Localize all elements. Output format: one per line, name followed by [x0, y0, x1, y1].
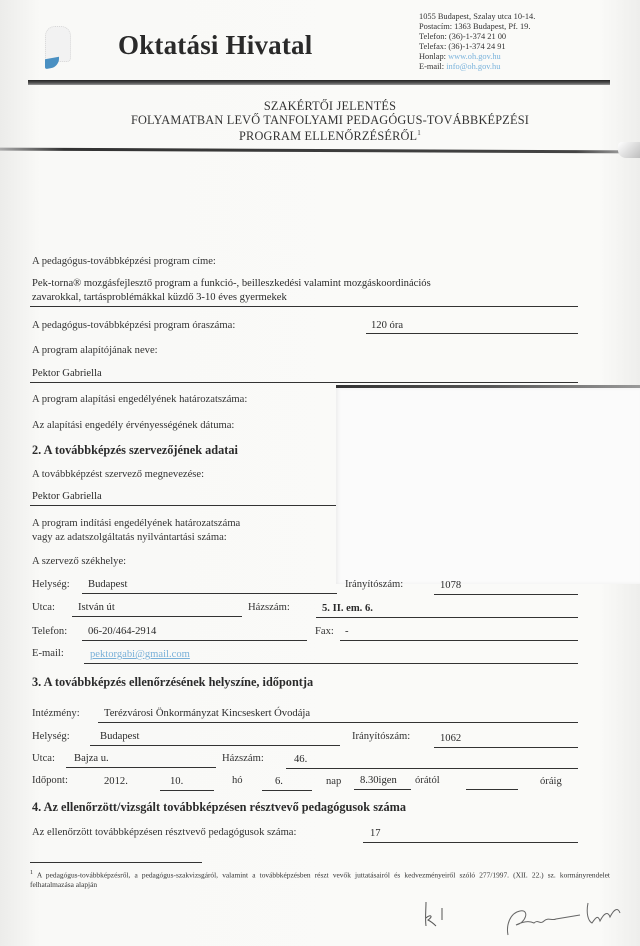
hours-underline	[366, 333, 578, 334]
org-fax-label: Fax:	[315, 626, 334, 637]
handwritten-signature-icon	[500, 895, 630, 940]
report-title-line1: SZAKÉRTŐI JELENTÉS	[263, 99, 397, 113]
from-label: órától	[415, 775, 440, 786]
contact-address: 1055 Budapest, Szalay utca 10-14.	[419, 12, 536, 21]
org-fax-value: -	[345, 626, 349, 637]
venue-zip-label: Irányítószám:	[352, 731, 411, 742]
program-title-label: A pedagógus-továbbképzési program címe:	[32, 256, 216, 267]
footnote-text: A pedagógus-továbbképzésről, a pedagógus-szakvizsgáról, valamint a továbbképzésben részt vevők juttatásairól és kedvezményeiről szóló 277/1997. (XII. 22.) sz. kormányrendelet felhatalmazása alapján	[30, 870, 610, 890]
section2-heading: 2. A továbbképzés szervezőjének adatai	[32, 443, 238, 457]
report-title-line2: FOLYAMATBAN LEVŐ TANFOLYAMI PEDAGÓGUS-TOVÁBBKÉPZÉSI	[130, 112, 530, 127]
to-time-underline	[466, 789, 518, 790]
contact-block	[419, 12, 535, 72]
date-day: 6.	[275, 776, 283, 787]
org-email-label: E-mail:	[32, 648, 64, 659]
org-street-underline	[72, 616, 242, 617]
venue-city-value: Budapest	[100, 731, 140, 742]
organizer-label: A továbbképzést szervező megnevezése:	[32, 469, 205, 480]
month-label: hó	[232, 775, 243, 786]
launch-permit-label-line1: A program indítási engedélyének határozatszáma	[32, 518, 241, 529]
redacted-blank-area	[336, 388, 640, 584]
organization-title: Oktatási Hivatal	[118, 30, 313, 60]
program-title-value-line2: zavarokkal, tartásproblémákkal küzdő 3-10 éves gyermekek	[32, 292, 287, 303]
venue-street-label: Utca:	[32, 753, 55, 764]
institution-value: Terézvárosi Önkormányzat Kincseskert Óvodája	[104, 708, 311, 719]
web-label: Honlap:	[419, 52, 446, 61]
organizer-underline	[30, 505, 336, 506]
email-label: E-mail:	[419, 62, 445, 71]
org-street-value: István út	[78, 602, 115, 613]
org-email-underline	[84, 663, 578, 664]
participant-count-label: Az ellenőrzött továbbképzésen résztvevő pedagógusok száma:	[32, 827, 297, 838]
page-fold-corner	[618, 142, 640, 158]
venue-zip-value: 1062	[440, 733, 462, 744]
institution-label: Intézmény:	[32, 708, 80, 719]
day-label: nap	[326, 776, 342, 787]
day-underline	[262, 790, 312, 791]
founding-permit-label: A program alapítási engedélyének határozatszáma:	[32, 394, 248, 405]
founder-label: A program alapítójának neve:	[32, 345, 158, 356]
date-month: 10.	[170, 776, 184, 787]
participant-count-underline	[363, 842, 578, 843]
organizer-value: Pektor Gabriella	[32, 491, 102, 502]
org-street-label: Utca:	[32, 602, 55, 613]
handwritten-initials-icon	[420, 898, 450, 930]
venue-street-value: Bajza u.	[74, 753, 109, 764]
seat-label: A szervező székhelye:	[32, 556, 127, 567]
from-time-underline	[354, 789, 411, 790]
website-link[interactable]: www.oh.gov.hu	[448, 52, 501, 61]
to-label: óráig	[540, 776, 562, 787]
org-city-underline	[82, 593, 337, 594]
month-underline	[160, 790, 214, 791]
footnote-number: 1	[30, 870, 34, 876]
org-zip-underline	[434, 594, 578, 595]
program-title-underline	[30, 306, 578, 307]
section4-heading: 4. Az ellenőrzött/vizsgált továbbképzésen résztvevő pedagógusok száma	[32, 800, 406, 814]
founder-underline	[30, 382, 578, 383]
report-title-line3-text: PROGRAM ELLENŐRZÉSÉRŐL	[239, 129, 418, 144]
org-house-underline	[316, 617, 578, 618]
venue-street-underline	[66, 767, 216, 768]
participant-count-value: 17	[370, 828, 381, 839]
permit-validity-label: Az alapítási engedély érvényességének dátuma:	[32, 420, 235, 431]
venue-house-underline	[286, 768, 578, 769]
org-email-link[interactable]: pektorgabi@gmail.com	[90, 649, 190, 660]
org-house-label: Házszám:	[248, 602, 290, 613]
org-city-value: Budapest	[88, 579, 128, 590]
contact-fax: Telefax: (36)-1-374 24 91	[419, 42, 506, 51]
hours-label: A pedagógus-továbbképzési program óraszáma:	[32, 320, 236, 331]
founder-value: Pektor Gabriella	[32, 368, 102, 379]
contact-email-row	[419, 62, 535, 72]
date-year: 2012.	[104, 776, 128, 787]
contact-postal: Postacím: 1363 Budapest, Pf. 19.	[419, 22, 531, 31]
org-phone-value: 06-20/464-2914	[88, 626, 157, 637]
org-fax-underline	[340, 640, 578, 641]
from-time: 8.30igen	[360, 775, 397, 786]
venue-city-underline	[90, 745, 340, 746]
org-phone-label: Telefon:	[32, 626, 68, 637]
footnote-mark: 1	[417, 129, 421, 137]
program-title-value-line1: Pek-torna® mozgásfejlesztő program a funkció-, beilleszkedési valamint mozgáskoordinációs	[32, 278, 431, 289]
org-zip-value: 1078	[440, 580, 462, 591]
org-zip-label: Irányítószám:	[345, 579, 404, 590]
footnote	[30, 869, 610, 890]
org-city-label: Helység:	[32, 579, 70, 590]
venue-city-label: Helység:	[32, 731, 70, 742]
contact-phone: Telefon: (36)-1-374 21 00	[419, 32, 507, 41]
date-label: Időpont:	[32, 775, 68, 786]
header-divider	[28, 80, 610, 85]
footnote-divider	[30, 862, 202, 863]
org-house-value: 5. II. em. 6.	[322, 603, 373, 614]
report-title	[40, 100, 620, 144]
section3-heading: 3. A továbbképzés ellenőrzésének helyszíne, időpontja	[32, 675, 314, 689]
report-title-line3	[40, 127, 620, 144]
email-link[interactable]: info@oh.gov.hu	[446, 62, 501, 71]
venue-zip-underline	[434, 747, 578, 748]
contact-web-row	[419, 52, 535, 62]
venue-house-label: Házszám:	[222, 753, 264, 764]
org-phone-underline	[82, 640, 307, 641]
venue-house-value: 46.	[294, 754, 308, 765]
launch-permit-label-line2: vagy az adatszolgáltatás nyilvántartási száma:	[32, 532, 227, 543]
institution-underline	[98, 722, 578, 723]
hours-value: 120 óra	[371, 320, 404, 331]
